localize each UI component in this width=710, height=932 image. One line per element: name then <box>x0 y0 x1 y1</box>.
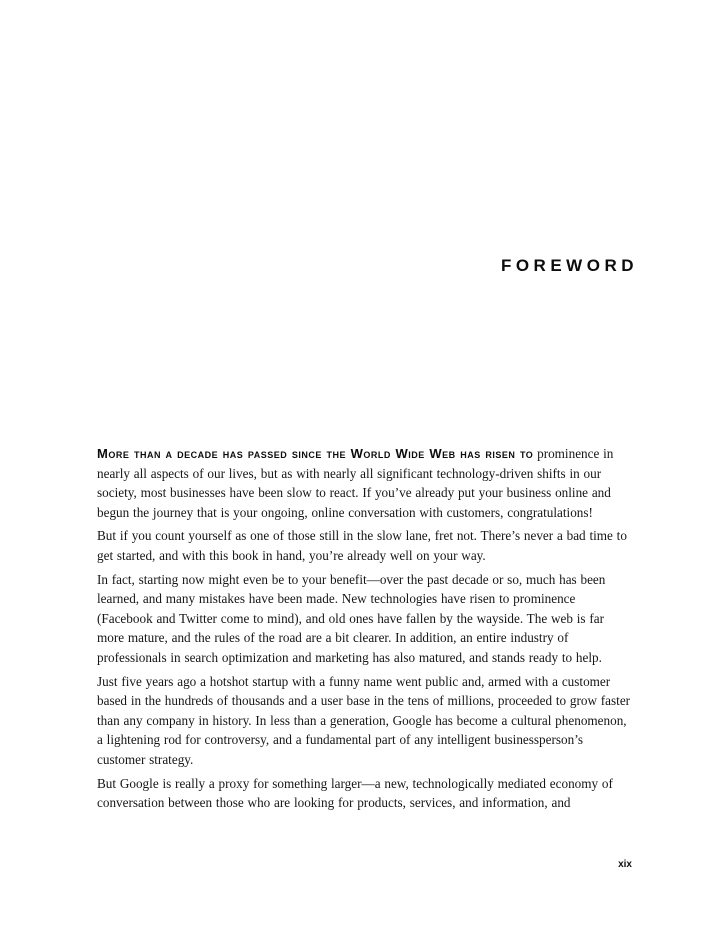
page-number: xix <box>618 859 632 870</box>
paragraph: But if you count yourself as one of those still in the slow lane, fret not. There’s never a bad time to get started, and with this book in hand, you’re already well on your way. <box>97 528 627 563</box>
paragraph: In fact, starting now might even be to your benefit—over the past decade or so, much has been learned, and many mistakes have been made. New technologies have risen to prominence (Facebook and Twitter come to mind), and old ones have fallen by the wayside. The web is far more mature, and the rules of the road are a bit clearer. In addition, an entire industry of professionals in search optimization and marketing has also matured, and stands ready to help. <box>97 571 606 665</box>
paragraph-text: prominence in nearly all aspects of our lives, but as with nearly all significant technology-driven shifts in our society, most businesses have been slow to react. If you’ve already put your business online and begun the journey that is your ongoing, online conversation with customers, congratulations! <box>97 446 614 520</box>
paragraph <box>97 444 634 522</box>
page-title: FOREWORD <box>500 256 638 275</box>
lead-in-small-caps: More than a decade has passed since the World Wide Web has risen to <box>97 446 534 461</box>
foreword-body <box>97 444 634 817</box>
paragraph: Just five years ago a hotshot startup with a funny name went public and, armed with a customer based in the hundreds of thousands and a user base in the tens of millions, proceeded to grow faster than any company in history. In less than a generation, Google has become a cultural phenomenon, a lightening rod for controversy, and a fundamental part of any intelligent businessperson’s customer strategy. <box>97 673 631 767</box>
paragraph: But Google is really a proxy for something larger—a new, technologically mediated economy of conversation between those who are looking for products, services, and information, and <box>97 775 613 811</box>
